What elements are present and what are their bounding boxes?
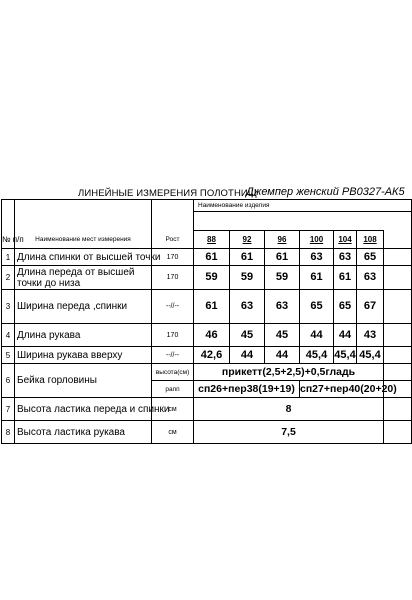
row-value: 65 — [300, 290, 334, 324]
header-rost: Рост — [152, 231, 194, 249]
row-name: Высота ластика рукава — [15, 421, 152, 444]
row-value: 45 — [265, 324, 300, 347]
title-linear-measurements: ЛИНЕЙНЫЕ ИЗМЕРЕНИЯ ПОЛОТНИЩ — [78, 188, 257, 199]
row-value: 44 — [300, 324, 334, 347]
row-name: Длина переда от высшей точки до низа — [15, 266, 152, 290]
header-product-label: Наименование изделия — [194, 200, 412, 212]
table-header-row-product — [2, 200, 412, 212]
header-num: № п/п — [2, 231, 15, 249]
row-rost: --//-- — [152, 347, 194, 364]
row-value: 61 — [334, 266, 357, 290]
size-92: 92 — [230, 231, 265, 249]
table-row — [2, 324, 412, 347]
row-value: 65 — [334, 290, 357, 324]
row-span-value: 7,5 — [194, 421, 384, 444]
row-name: Высота ластика переда и спинки — [15, 398, 152, 421]
measurements-table — [1, 199, 412, 444]
row-value: 45,4 — [300, 347, 334, 364]
row-value: 45,4 — [334, 347, 357, 364]
size-96: 96 — [265, 231, 300, 249]
row-unit: см — [152, 398, 194, 421]
row-value: 63 — [265, 290, 300, 324]
row-value: 46 — [194, 324, 230, 347]
row-name: Длина рукава — [15, 324, 152, 347]
row-value: 65 — [357, 249, 384, 266]
row-sub-label: высота(см) — [152, 364, 194, 381]
row-rost: 170 — [152, 324, 194, 347]
row-value: 45 — [230, 324, 265, 347]
size-88: 88 — [194, 231, 230, 249]
row-name: Ширина переда ,спинки — [15, 290, 152, 324]
row-value: 61 — [265, 249, 300, 266]
size-104: 104 — [334, 231, 357, 249]
row-value: 63 — [300, 249, 334, 266]
row-num: 1 — [2, 249, 15, 266]
row-value: 42,6 — [194, 347, 230, 364]
table-row — [2, 347, 412, 364]
row-value: 44 — [265, 347, 300, 364]
row-value: 43 — [357, 324, 384, 347]
row-name: Ширина рукава вверху — [15, 347, 152, 364]
row-num: 6 — [2, 364, 15, 398]
table-header-sizes-row — [2, 231, 412, 249]
row-value: 63 — [334, 249, 357, 266]
table-row — [2, 398, 412, 421]
row-rost: --//-- — [152, 290, 194, 324]
row-value: 61 — [300, 266, 334, 290]
row-num: 3 — [2, 290, 15, 324]
row-value: 61 — [194, 290, 230, 324]
row-value: 44 — [230, 347, 265, 364]
row-name: Длина спинки от высшей точки — [15, 249, 152, 266]
table-row — [2, 364, 412, 381]
row-num: 2 — [2, 266, 15, 290]
row-unit: см — [152, 421, 194, 444]
row-value: 61 — [230, 249, 265, 266]
title-product: Джемпер женский РВ0327-АК5 — [246, 186, 405, 198]
table-row — [2, 290, 412, 324]
row-span-value: сп26+пер38(19+19) — [194, 381, 300, 398]
row-value: 63 — [230, 290, 265, 324]
table-row — [2, 266, 412, 290]
row-sub-label: рапп — [152, 381, 194, 398]
row-num: 7 — [2, 398, 15, 421]
row-value: 67 — [357, 290, 384, 324]
header-name: Наименование мест измерения — [15, 231, 152, 249]
row-span-value: прикетт(2,5+2,5)+0,5гладь — [194, 364, 384, 381]
row-rost: 170 — [152, 266, 194, 290]
row-span-value: 8 — [194, 398, 384, 421]
row-num: 8 — [2, 421, 15, 444]
size-100: 100 — [300, 231, 334, 249]
row-value: 44 — [334, 324, 357, 347]
row-value: 59 — [230, 266, 265, 290]
row-span-value: сп27+пер40(20+20) — [300, 381, 384, 398]
table-row — [2, 249, 412, 266]
row-value: 59 — [265, 266, 300, 290]
row-value: 63 — [357, 266, 384, 290]
row-num: 4 — [2, 324, 15, 347]
row-rost: 170 — [152, 249, 194, 266]
size-108: 108 — [357, 231, 384, 249]
row-num: 5 — [2, 347, 15, 364]
row-value: 45,4 — [357, 347, 384, 364]
row-name: Бейка горловины — [15, 364, 152, 398]
table-row — [2, 421, 412, 444]
row-value: 61 — [194, 249, 230, 266]
row-value: 59 — [194, 266, 230, 290]
